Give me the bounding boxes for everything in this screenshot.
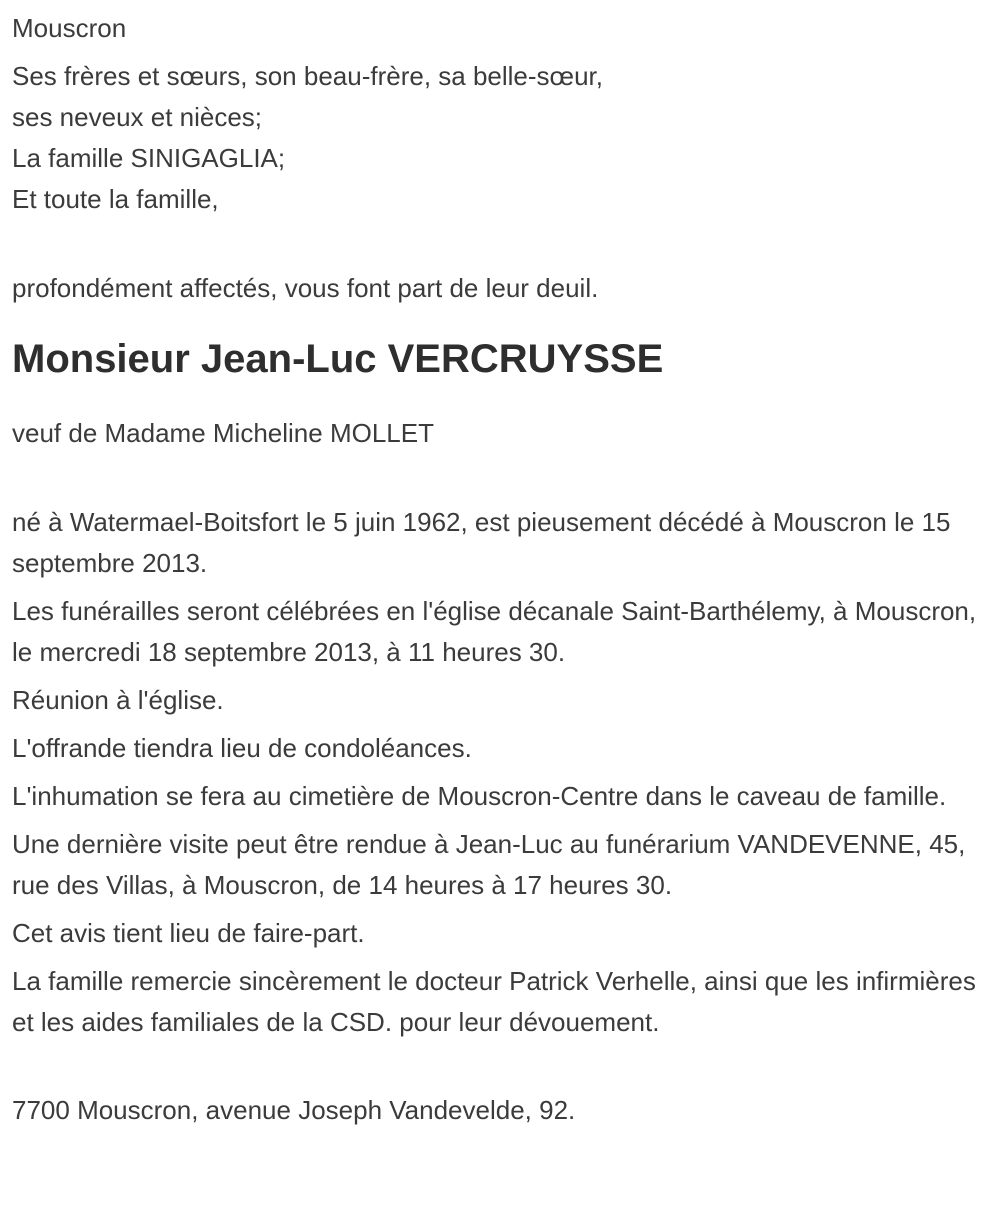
family-line: La famille SINIGAGLIA; bbox=[12, 143, 286, 174]
grief-line: profondément affectés, vous font part de leur deuil. bbox=[12, 273, 599, 304]
paragraph-funeral: Les funérailles seront célébrées en l'église décanale Saint-Barthélemy, à Mouscron, le mercredi 18 septembre 2013, à 11 heures 30. bbox=[12, 595, 977, 667]
city-line: Mouscron bbox=[12, 13, 127, 43]
spacer bbox=[12, 1050, 986, 1090]
family-line: ses neveux et nièces; bbox=[12, 102, 263, 133]
paragraph-reunion: Réunion à l'église. bbox=[12, 684, 224, 715]
family-line: Ses frères et sœurs, son beau-frère, sa belle-sœur, bbox=[12, 61, 603, 92]
paragraph-birth-death: né à Watermael-Boitsfort le 5 juin 1962, est pieusement décédé à Mouscron le 15 septembre 2013. bbox=[12, 506, 951, 578]
paragraph-offrande: L'offrande tiendra lieu de condoléances. bbox=[12, 732, 472, 763]
spacer bbox=[12, 228, 986, 268]
paragraph-avis: Cet avis tient lieu de faire-part. bbox=[12, 918, 365, 949]
spouse-line: veuf de Madame Micheline MOLLET bbox=[12, 418, 434, 449]
spacer bbox=[12, 462, 986, 502]
paragraph-remerciements: La famille remercie sincèrement le docteur Patrick Verhelle, ainsi que les infirmières et les aides familiales de la CSD. pour leur dévouement. bbox=[12, 966, 976, 1038]
address-line: 7700 Mouscron, avenue Joseph Vandevelde, 92. bbox=[12, 1095, 576, 1126]
deceased-name-heading: Monsieur Jean-Luc VERCRUYSSE bbox=[12, 337, 664, 382]
family-line: Et toute la famille, bbox=[12, 184, 219, 215]
paragraph-inhumation: L'inhumation se fera au cimetière de Mouscron-Centre dans le caveau de famille. bbox=[12, 781, 947, 812]
paragraph-derniere-visite: Une dernière visite peut être rendue à Jean-Luc au funérarium VANDEVENNE, 45, rue des Villas, à Mouscron, de 14 heures à 17 heures 30. bbox=[12, 829, 966, 901]
family-block bbox=[12, 56, 986, 220]
